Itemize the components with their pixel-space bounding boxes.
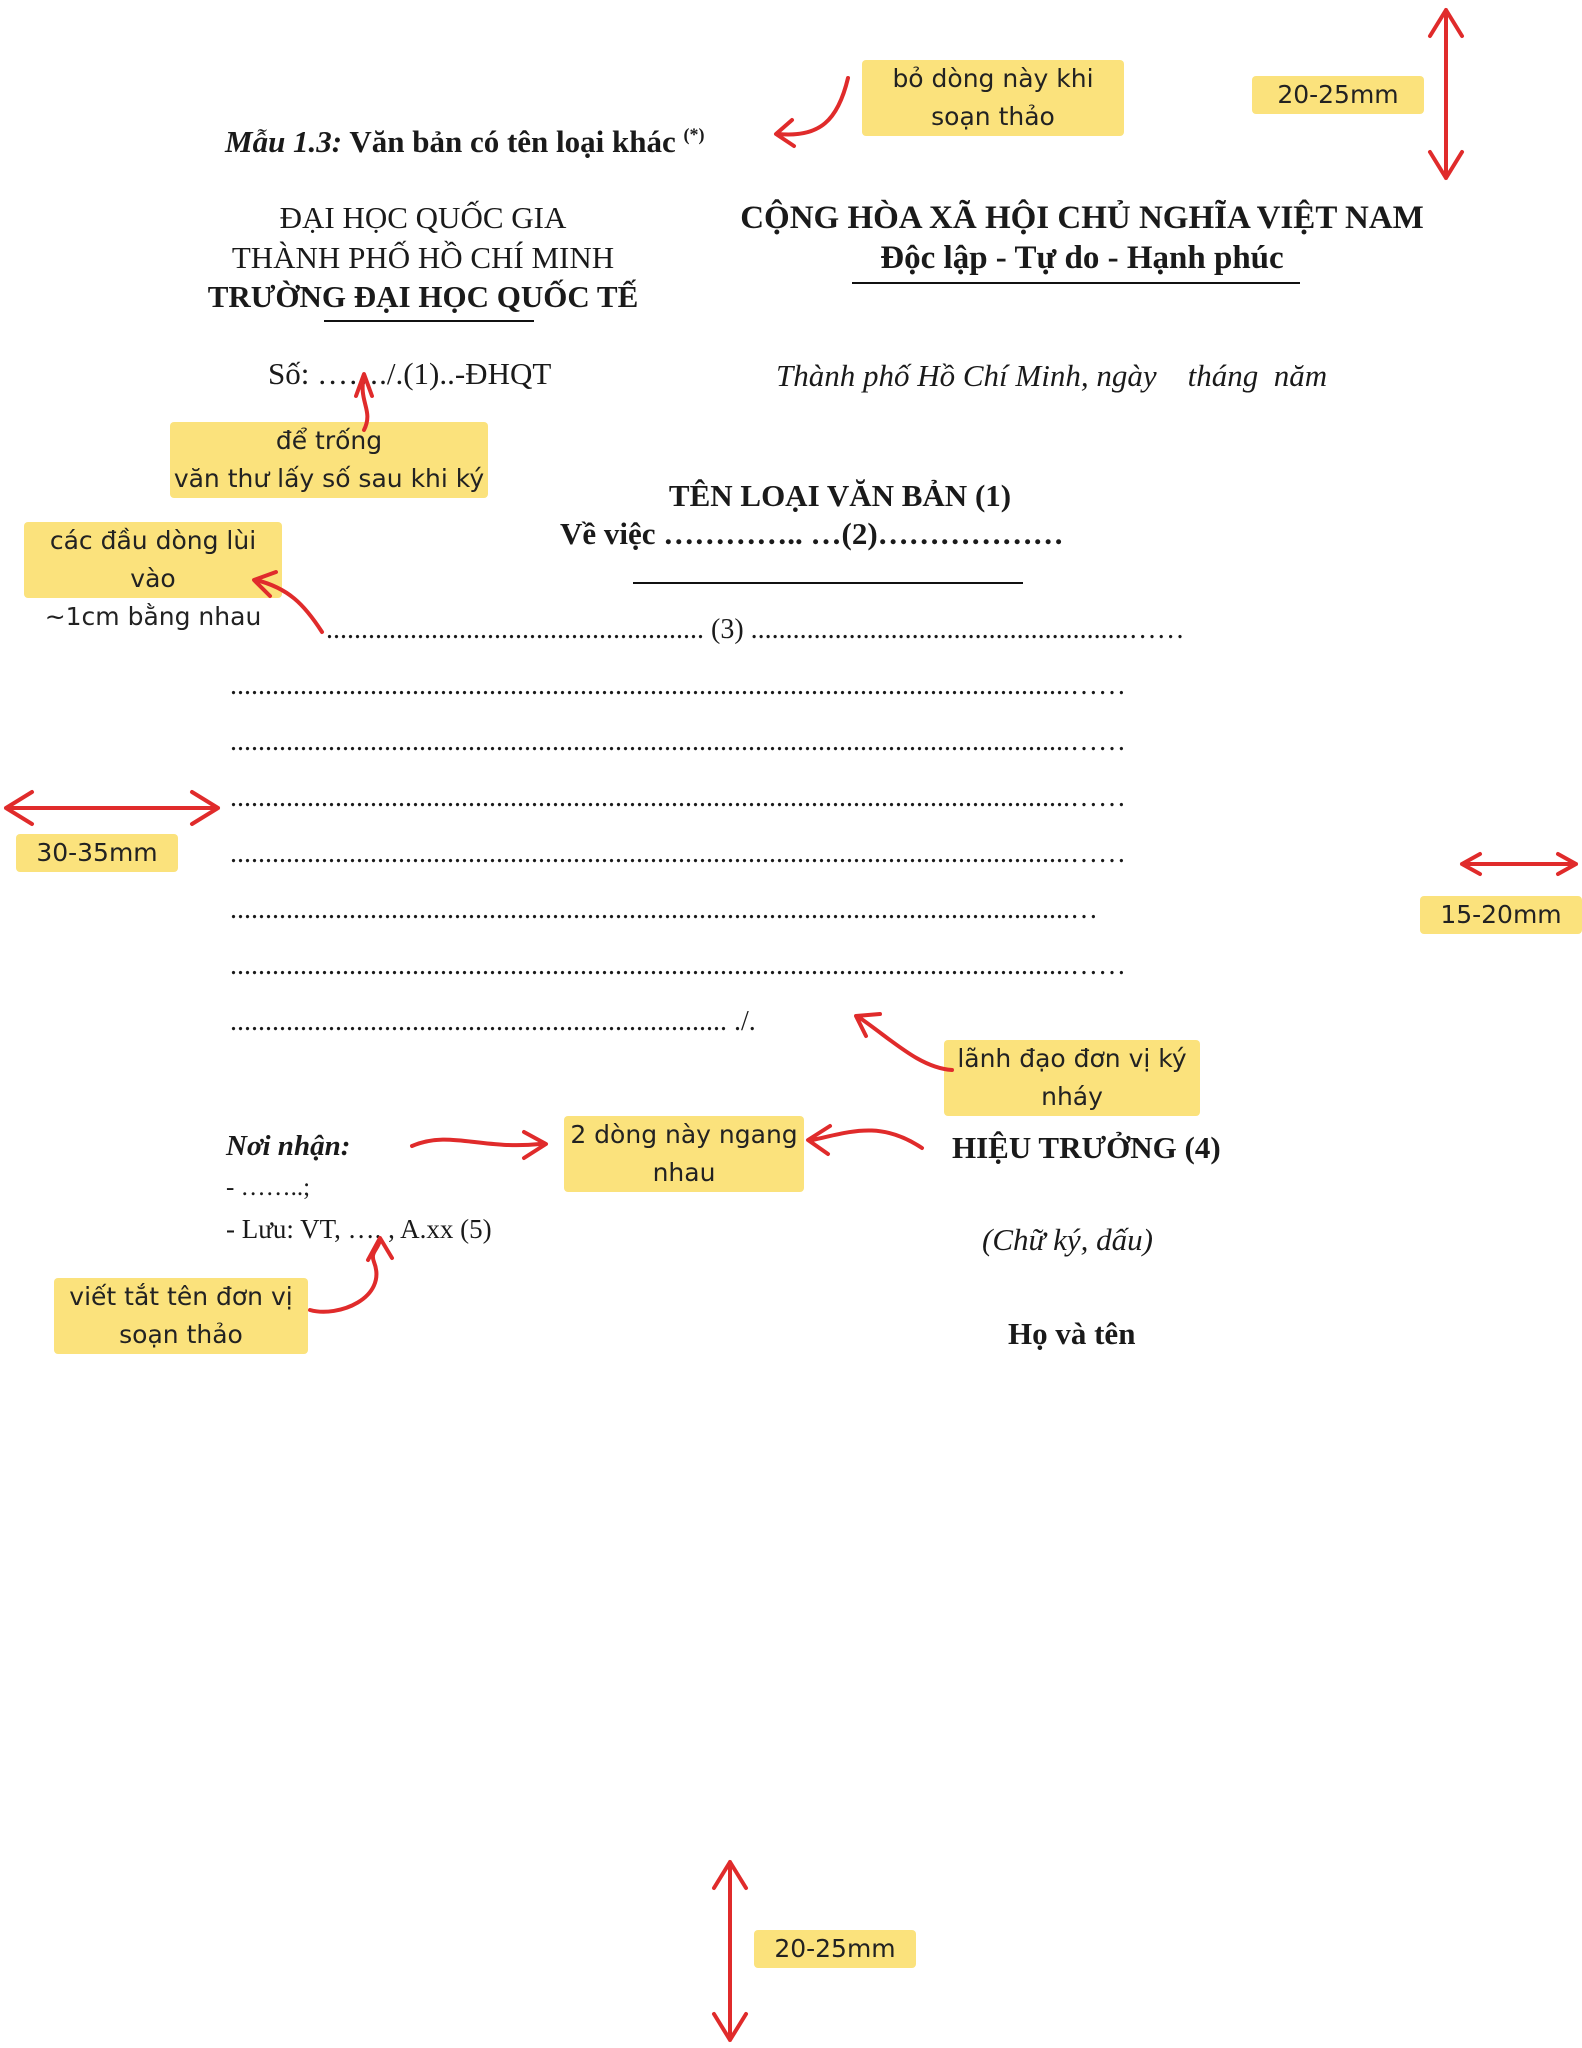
note-remove-line: bỏ dòng này khi soạn thảo	[862, 60, 1124, 136]
body-line-5: ........................................................................................................................……	[230, 838, 1126, 869]
place-date: Thành phố Hồ Chí Minh, ngày tháng năm	[776, 358, 1328, 393]
note-right-margin: 15-20mm	[1420, 896, 1582, 934]
body-line-7: ........................................................................................................................……	[230, 950, 1126, 981]
left-margin-arrow-icon	[6, 792, 218, 824]
body-line-last: ....................................................................... ./.	[230, 1006, 756, 1037]
note-bottom-margin: 20-25mm	[754, 1930, 916, 1968]
template-prefix: Mẫu 1.3:	[225, 124, 343, 159]
recipient-item-1: - ……..;	[226, 1174, 311, 1201]
body-line-3: ........................................................................................................................……	[230, 726, 1126, 757]
same-line-left-arrow-icon	[412, 1132, 546, 1158]
template-text: Văn bản có tên loại khác	[349, 124, 676, 159]
signature-note: (Chữ ký, dấu)	[982, 1222, 1153, 1257]
signer-title: HIỆU TRƯỞNG (4)	[952, 1130, 1221, 1165]
indent-arrow-icon	[254, 572, 322, 632]
issuer-line-1: ĐẠI HỌC QUỐC GIA	[279, 200, 567, 235]
body-line-1: ...................................................... (3) ......................................................……	[326, 614, 1185, 645]
note-left-margin: 30-35mm	[16, 834, 178, 872]
note-abbrev: viết tắt tên đơn vị soạn thảo	[54, 1278, 308, 1354]
national-line-1: CỘNG HÒA XÃ HỘI CHỦ NGHĨA VIỆT NAM	[740, 200, 1424, 236]
document-type: TÊN LOẠI VĂN BẢN (1)	[668, 478, 1012, 513]
body-line-6: ........................................................................................................................…	[230, 894, 1098, 925]
template-superscript: (*)	[683, 124, 705, 145]
issuer-line-2: THÀNH PHỐ HỒ CHÍ MINH	[231, 240, 615, 275]
issuer-line-3: TRƯỜNG ĐẠI HỌC QUỐC TẾ	[207, 279, 639, 314]
note-same-line: 2 dòng này ngang nhau	[564, 1116, 804, 1192]
remove-line-arrow-icon	[776, 78, 848, 146]
note-top-margin: 20-25mm	[1252, 76, 1424, 114]
signer-name: Họ và tên	[1008, 1316, 1136, 1351]
right-margin-arrow-icon	[1462, 854, 1576, 874]
note-leave-blank: để trống văn thư lấy số sau khi ký	[170, 422, 488, 498]
bottom-margin-arrow-icon	[714, 1862, 746, 2040]
note-indent: các đầu dòng lùi vào ~1cm bằng nhau	[24, 522, 282, 598]
recipients-heading: Nơi nhận:	[226, 1130, 351, 1162]
initial-sign-arrow-icon	[856, 1014, 952, 1070]
body-line-4: ........................................................................................................................……	[230, 782, 1126, 813]
recipient-item-2: - Lưu: VT, …. , A.xx (5)	[226, 1214, 492, 1244]
leave-blank-arrow-icon	[356, 374, 372, 430]
national-line-2: Độc lập - Tự do - Hạnh phúc	[880, 240, 1284, 276]
body-line-2: ........................................................................................................................……	[230, 670, 1126, 701]
note-initial-sign: lãnh đạo đơn vị ký nháy	[944, 1040, 1200, 1116]
document-subject: Về việc ………….. …(2)………………	[560, 516, 1064, 551]
top-margin-arrow-icon	[1430, 10, 1462, 178]
abbrev-arrow-icon	[310, 1238, 392, 1312]
document-number: Số: ……./.(1)..-ĐHQT	[268, 356, 552, 391]
same-line-right-arrow-icon	[808, 1126, 922, 1154]
